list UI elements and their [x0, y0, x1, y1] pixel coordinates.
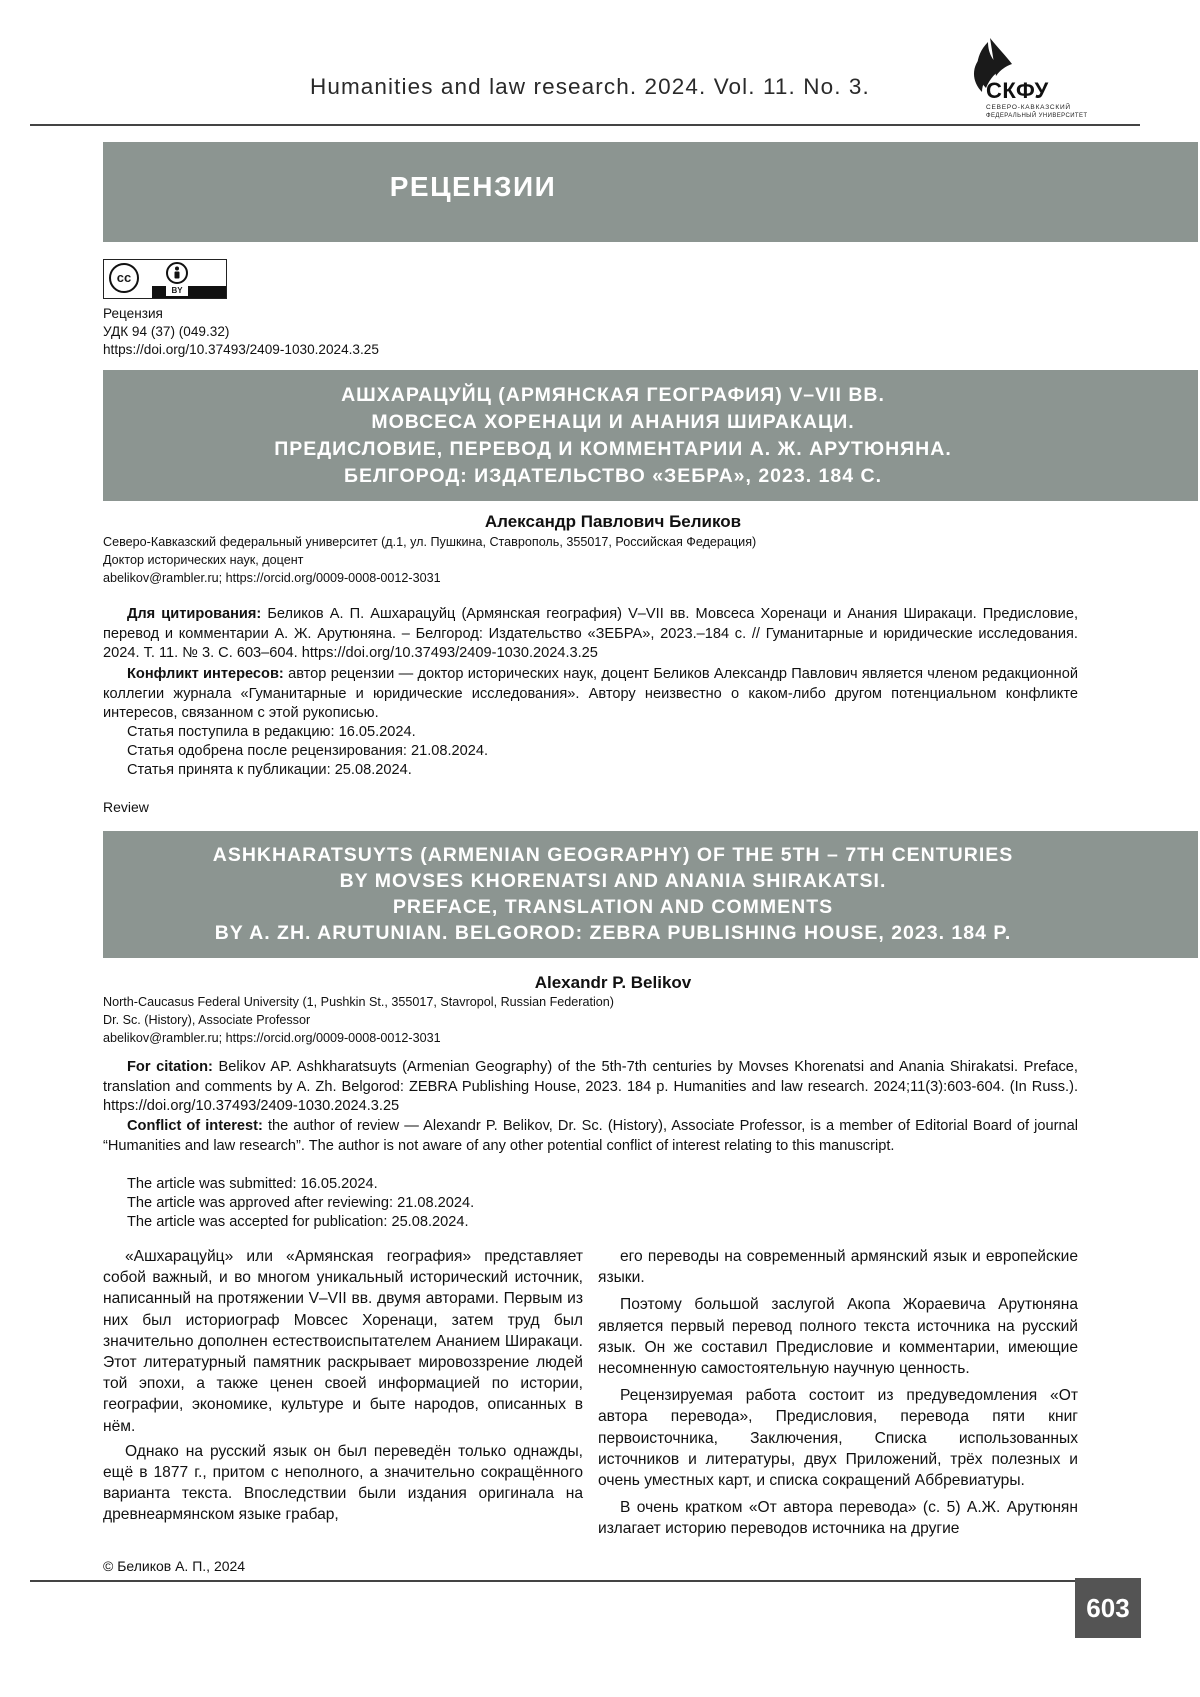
ru-author-name: Александр Павлович Беликов: [103, 512, 1123, 532]
en-author-name: Alexandr P. Belikov: [103, 973, 1123, 993]
attribution-icon: [166, 262, 188, 284]
ru-conflict-text: автор рецензии — доктор исторических наук, доцент Беликов Александр Павлович является членом редакционной коллегии журнала «Гуманитарные и юридические исследования». Автору неизвестно о каком-либо другом потенциальном конфликте интересов, связанном с этой рукописью.: [103, 666, 1078, 721]
ru-citation: [103, 605, 1078, 664]
en-conflict-text: the author of review — Alexandr P. Belikov, Dr. Sc. (History), Associate Professor, is a member of Editorial Board of journal “Humanities and law research”. The author is not aware of any other potential conflict of interest relating to this manuscript.: [103, 1118, 1078, 1154]
ru-accepted-date: Статья принята к публикации: 25.08.2024.: [127, 762, 412, 778]
by-label: BY: [166, 285, 188, 296]
section-title: РЕЦЕНЗИИ: [103, 171, 843, 203]
by-strip: [152, 286, 226, 298]
ru-udk: УДК 94 (37) (049.32): [103, 324, 229, 339]
ru-affiliation: Северо-Кавказский федеральный университет (д.1, ул. Пушкина, Ставрополь, 355017, Российская Федерация): [103, 535, 756, 549]
ru-article-type: Рецензия: [103, 306, 163, 321]
ru-title-line: МОВСЕСА ХОРЕНАЦИ И АНАНИЯ ШИРАКАЦИ.: [103, 409, 1123, 435]
en-degree: Dr. Sc. (History), Associate Professor: [103, 1013, 310, 1027]
body-paragraph: Поэтому большой заслугой Акопа Жораевича Арутюняна является первый перевод полного текста источника на русский язык. Он же составил Предисловие и комментарии, имеющие несомненную самостоятельную научную ценность.: [598, 1294, 1078, 1379]
cc-license-badge[interactable]: [103, 259, 227, 299]
ru-citation-text: Беликов А. П. Ашхарацуйц (Армянская география) V–VII вв. Мовсеса Хоренаци и Анания Ширакаци. Предисловие, перевод и комментарии А. Ж. Арутюняна. – Белгород: Издательство «ЗЕБРА», 2023.–184 с. // Гуманитарные и юридические исследования. 2024. Т. 11. № 3. С. 603–604. https://doi.org/10.37493/2409-1030.2024.3.25: [103, 606, 1078, 661]
body-paragraph: В очень кратком «От автора перевода» (с. 5) А.Ж. Арутюнян излагает историю переводов источника на другие: [598, 1497, 1078, 1539]
journal-header: Humanities and law research. 2024. Vol. 11. No. 3.: [310, 74, 870, 100]
logo-subtitle-1: СЕВЕРО-КАВКАЗСКИЙ: [986, 104, 1071, 111]
en-accepted-date: The article was accepted for publication: 25.08.2024.: [127, 1214, 469, 1230]
ru-conflict: [103, 665, 1078, 724]
en-contacts[interactable]: abelikov@rambler.ru; https://orcid.org/0009-0008-0012-3031: [103, 1031, 441, 1045]
footer-divider: [30, 1580, 1075, 1582]
ru-title-banner: [103, 370, 1198, 501]
ru-conflict-label: Конфликт интересов:: [127, 666, 284, 682]
copyright-notice: © Беликов А. П., 2024: [103, 1558, 245, 1574]
en-title-line: PREFACE, TRANSLATION AND COMMENTS: [103, 894, 1123, 920]
body-paragraph: Однако на русский язык он был переведён только однажды, ещё в 1877 г., притом с неполного, а значительно сокращённого варианта текста. Впоследствии были издания оригинала на древнеармянском языке грабар,: [103, 1441, 583, 1526]
en-approved-date: The article was approved after reviewing: 21.08.2024.: [127, 1195, 474, 1211]
body-column-left: [103, 1246, 583, 1526]
en-citation-text: Belikov AP. Ashkharatsuyts (Armenian Geography) of the 5th-7th centuries by Movses Khorenatsi and Anania Shirakatsi. Preface, translation and comments by A. Zh. Belgorod: ZEBRA Publishing House, 2023. 184 p. Humanities and law research. 2024;11(3):603-604. (In Russ.). https://doi.org/10.37493/2409-1030.2024.3.25: [103, 1059, 1078, 1114]
header-divider: [30, 124, 1140, 126]
en-title-line: BY A. ZH. ARUTUNIAN. BELGOROD: ZEBRA PUBLISHING HOUSE, 2023. 184 P.: [103, 920, 1123, 946]
en-citation-label: For citation:: [127, 1059, 213, 1075]
en-conflict: [103, 1117, 1078, 1156]
logo-subtitle-2: ФЕДЕРАЛЬНЫЙ УНИВЕРСИТЕТ: [986, 113, 1087, 119]
en-title-line: BY MOVSES KHORENATSI AND ANANIA SHIRAKATSI.: [103, 868, 1123, 894]
ru-submitted-date: Статья поступила в редакцию: 16.05.2024.: [127, 724, 416, 740]
ru-title-line: БЕЛГОРОД: ИЗДАТЕЛЬСТВО «ЗЕБРА», 2023. 184 С.: [103, 463, 1123, 489]
body-paragraph: его переводы на современный армянский язык и европейские языки.: [598, 1246, 1078, 1288]
ru-degree: Доктор исторических наук, доцент: [103, 553, 303, 567]
en-article-type: Review: [103, 799, 149, 815]
logo-text: СКФУ: [986, 78, 1049, 104]
ru-doi-link[interactable]: https://doi.org/10.37493/2409-1030.2024.3.25: [103, 342, 379, 357]
body-column-right: [598, 1246, 1078, 1540]
en-title-line: ASHKHARATSUYTS (ARMENIAN GEOGRAPHY) OF THE 5TH – 7TH CENTURIES: [103, 842, 1123, 868]
ru-approved-date: Статья одобрена после рецензирования: 21.08.2024.: [127, 743, 488, 759]
en-submitted-date: The article was submitted: 16.05.2024.: [127, 1176, 378, 1192]
ru-citation-label: Для цитирования:: [127, 606, 261, 622]
en-conflict-label: Conflict of interest:: [127, 1118, 263, 1134]
ru-contacts[interactable]: abelikov@rambler.ru; https://orcid.org/0009-0008-0012-3031: [103, 571, 441, 585]
en-affiliation: North-Caucasus Federal University (1, Pushkin St., 355017, Stavropol, Russian Federation): [103, 995, 614, 1009]
ru-title-line: АШХАРАЦУЙЦ (АРМЯНСКАЯ ГЕОГРАФИЯ) V–VII ВВ.: [103, 382, 1123, 408]
body-paragraph: Рецензируемая работа состоит из предуведомления «От автора перевода», Предисловия, перевода пяти книг первоисточника, Заключения, Списка использованных источников и литературы, двух Приложений, трёх полезных и очень уместных карт, и списка сокращений Аббревиатуры.: [598, 1385, 1078, 1491]
en-title-banner: [103, 831, 1198, 958]
page-number: 603: [1075, 1578, 1141, 1638]
ru-title-line: ПРЕДИСЛОВИЕ, ПЕРЕВОД И КОММЕНТАРИИ А. Ж. АРУТЮНЯНА.: [103, 436, 1123, 462]
university-logo: [960, 34, 1078, 126]
cc-icon: cc: [109, 263, 139, 293]
body-paragraph: «Ашхарацуйц» или «Армянская география» представляет собой важный, и во многом уникальный исторический источник, написанный на протяжении V–VII вв. двумя авторами. Первым из них был историограф Мовсес Хоренаци, затем труд был значительно дополнен естествоиспытателем Ананием Ширакаци. Этот литературный памятник раскрывает мировоззрение людей той эпохи, а также ценен своей информацией по истории, географии, экономике, культуре и быте народов, описанных в нём.: [103, 1246, 583, 1437]
en-citation: [103, 1058, 1078, 1117]
